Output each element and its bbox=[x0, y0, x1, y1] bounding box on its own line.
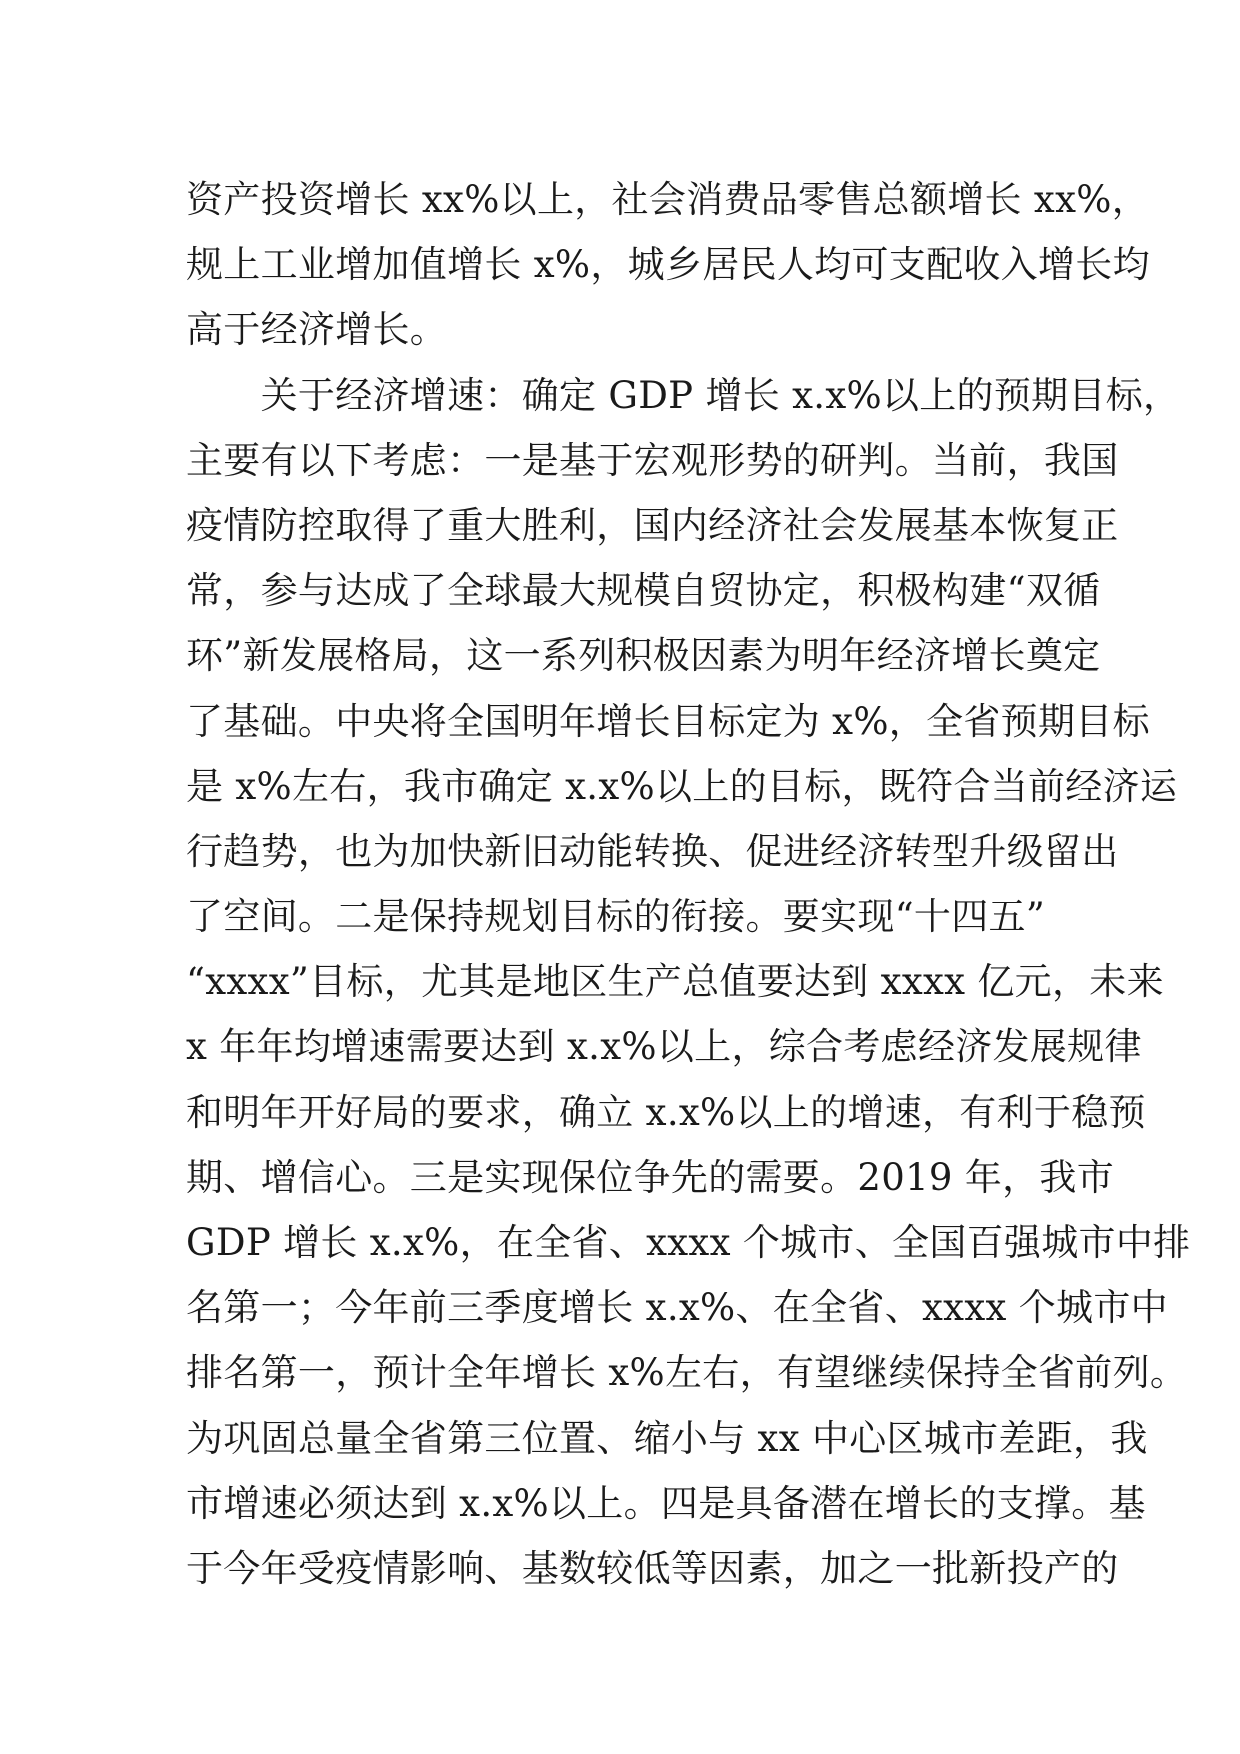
text-line: 和明年开好局的要求，确立 x.x%以上的增速，有利于稳预 bbox=[186, 1090, 1146, 1134]
text-line: 期、增信心。三是实现保位争先的需要。2019 年，我市 bbox=[186, 1155, 1115, 1199]
text-line: GDP 增长 x.x%，在全省、xxxx 个城市、全国百强城市中排 bbox=[186, 1221, 1191, 1264]
text-line: 主要有以下考虑：一是基于宏观形势的研判。当前，我国 bbox=[186, 438, 1119, 482]
text-line: 规上工业增加值增长 x%，城乡居民人均可支配收入增长均 bbox=[186, 243, 1150, 287]
text-line: 关于经济增速：确定 GDP 增长 x.x%以上的预期目标， bbox=[186, 373, 1181, 417]
text-line: 市增速必须达到 x.x%以上。四是具备潜在增长的支撑。基 bbox=[186, 1481, 1146, 1525]
text-line: 于今年受疫情影响、基数较低等因素，加之一批新投产的 bbox=[186, 1546, 1119, 1590]
text-line: 为巩固总量全省第三位置、缩小与 xx 中心区城市差距，我 bbox=[186, 1416, 1148, 1460]
text-line: 高于经济增长。 bbox=[186, 308, 448, 352]
text-line: x 年年均增速需要达到 x.x%以上，综合考虑经济发展规律 bbox=[186, 1025, 1142, 1069]
text-line: 名第一；今年前三季度增长 x.x%、在全省、xxxx 个城市中 bbox=[186, 1286, 1168, 1330]
text-line: 了空间。二是保持规划目标的衔接。要实现“十四五” bbox=[186, 895, 1046, 939]
document-body bbox=[186, 167, 1191, 1601]
text-line: 环”新发展格局，这一系列积极因素为明年经济增长奠定 bbox=[186, 634, 1101, 678]
text-line: 了基础。中央将全国明年增长目标定为 x%，全省预期目标 bbox=[186, 699, 1150, 743]
text-line: 疫情防控取得了重大胜利，国内经济社会发展基本恢复正 bbox=[186, 503, 1119, 547]
text-line: 排名第一，预计全年增长 x%左右，有望继续保持全省前列。 bbox=[186, 1351, 1188, 1395]
text-line: 行趋势，也为加快新旧动能转换、促进经济转型升级留出 bbox=[186, 829, 1119, 873]
text-line: “xxxx”目标，尤其是地区生产总值要达到 xxxx 亿元，未来 bbox=[186, 960, 1164, 1004]
text-line: 常，参与达成了全球最大规模自贸协定，积极构建“双循 bbox=[186, 569, 1101, 613]
text-line: 资产投资增长 xx%以上，社会消费品零售总额增长 xx%， bbox=[186, 178, 1150, 221]
text-line: 是 x%左右，我市确定 x.x%以上的目标，既符合当前经济运 bbox=[186, 764, 1178, 808]
